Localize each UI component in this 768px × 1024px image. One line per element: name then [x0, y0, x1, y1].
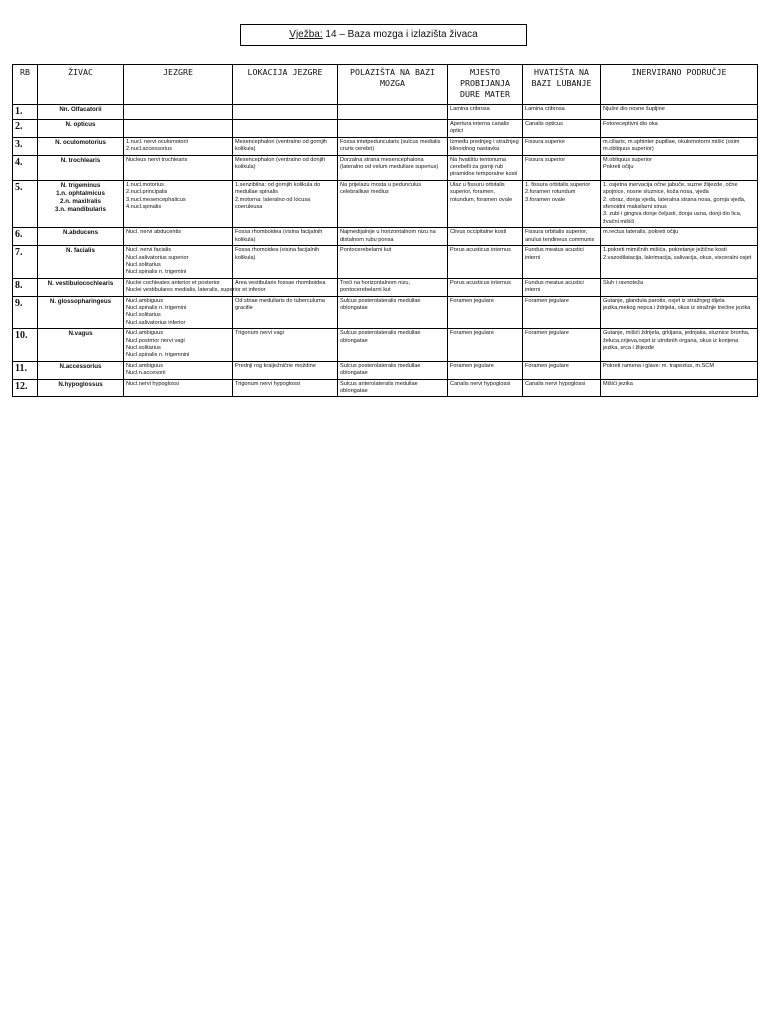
cell-jezgre-line: Nucleus nervi trochlearis: [126, 156, 188, 163]
cell-inervirano: [601, 379, 758, 397]
cell-zivac: [38, 361, 124, 379]
cell-lokacija: [233, 246, 338, 279]
cell-dura-line: Foramen jegulare: [450, 362, 494, 369]
cell-hvatista: [523, 155, 601, 180]
cell-jezgre-line: Nucl.ambiguus: [126, 297, 163, 304]
cell-hvatista: [523, 228, 601, 246]
exercise-title: [240, 24, 527, 46]
cell-lokacija-line: Od striae medullaris do tuberculuma gracille: [235, 297, 325, 311]
cell-jezgre-line: Nucl.salivatorius inferior: [126, 319, 186, 326]
cell-polazista-line: Na prijelazu mosta u pedunculus celebralliuw medius: [340, 181, 422, 196]
cell-inervirano-line: Mišići jezika: [603, 380, 633, 387]
header-dura: MJESTO PROBIJANJA DURE MATER: [448, 65, 523, 105]
cell-zivac-line: N.accessorius: [59, 362, 102, 370]
cell-hvatista-line: Lamina cribrosa: [525, 106, 565, 112]
cell-inervirano-line: Pokreti ramena i glave: m. trapezius, m.SCM: [603, 362, 714, 369]
cell-zivac-line: N. opticus: [65, 121, 96, 128]
cell-lokacija: [233, 120, 338, 138]
cell-inervirano: [601, 228, 758, 246]
cell-lokacija-line: Area vestibularis fossae rhomboidea: [235, 279, 326, 286]
cell-dura-line: Clivus occipitalne kosti: [450, 229, 507, 236]
cell-zivac: [38, 180, 124, 227]
cell-jezgre-line: Nucl. nervi abducentis: [126, 229, 182, 236]
cell-jezgre-line: Nucl.ambiguus: [126, 330, 163, 337]
cell-dura-line: Između prednjeg i stražnjeg klinoidnog nastavka: [450, 138, 519, 153]
cell-lokacija: [233, 137, 338, 155]
cell-jezgre: [124, 278, 266, 296]
cell-jezgre: [124, 137, 233, 155]
cell-rb: 3.: [13, 137, 38, 155]
cell-dura: [448, 105, 523, 120]
cell-rb: 4.: [13, 155, 38, 180]
cell-rb: 12.: [13, 379, 38, 397]
table-row: [13, 137, 758, 155]
cell-jezgre-line: 2.nucl.accessorius: [126, 146, 173, 153]
cell-hvatista-line: Canalis nervi hypoglossi: [525, 380, 586, 387]
cell-jezgre: [124, 329, 233, 362]
cell-rb: 6.: [13, 228, 38, 246]
cell-inervirano: [601, 105, 758, 120]
cell-rb: 5.: [13, 180, 38, 227]
cell-jezgre-line: Nucl.ambiguus: [126, 362, 163, 369]
cell-inervirano-line: Njušni dio nosne šupljine: [603, 106, 665, 112]
cell-hvatista-line: Fundus meatus acustici interni: [525, 279, 584, 294]
cell-hvatista-line: Foramen jegulare: [525, 330, 569, 337]
cell-inervirano: [601, 137, 758, 155]
header-row: [13, 65, 758, 105]
table-body: [13, 105, 758, 397]
cell-polazista: [338, 228, 448, 246]
cell-polazista: [338, 246, 448, 279]
cell-dura: [448, 246, 523, 279]
cell-lokacija: [233, 296, 338, 329]
cell-zivac-line: N. facialis: [66, 247, 95, 255]
header-hvatista: HVATIŠTA NA BAZI LUBANJE: [523, 65, 601, 105]
cell-inervirano: [601, 329, 758, 362]
cell-jezgre: [124, 361, 233, 379]
cell-jezgre-line: 2.nucl.principalis: [126, 189, 168, 196]
cell-zivac: [38, 120, 124, 138]
cell-rb: 10.: [13, 329, 38, 362]
cell-hvatista-line: Fissura superior: [525, 138, 566, 145]
cell-polazista-line: Dorzalna strana mesencephalona (lateralno od velum medullare superius): [340, 156, 439, 171]
cell-zivac-line: 3.n. mandibularis: [55, 205, 106, 213]
cell-lokacija: [233, 180, 338, 227]
cell-lokacija: [233, 155, 338, 180]
cell-inervirano-line: m.rectus lateralis, pokreti očiju: [603, 229, 679, 236]
cell-inervirano-line: 3. zubi i gingiva donje čeljusti, donja usna, donji dio lica, žvačni mišići: [603, 211, 742, 225]
cell-polazista-line: Fossa intetpeduncularis (sulcus medialis cruris cerebri): [340, 138, 441, 153]
cell-jezgre-line: Nuclei cochleates anterior et posterior: [126, 279, 220, 286]
cell-inervirano-line: Gutanje, glandula parotis, osjet iz stražnjeg dijela jezika,mekog nepca i ždrijela, okus iz stražnje trećine jezika: [603, 297, 751, 311]
cell-dura-line: Porus acusticus internus: [450, 279, 511, 286]
title-prefix: Vježba:: [289, 29, 323, 40]
cell-zivac-line: N. trigeminus: [60, 181, 101, 189]
cell-hvatista-line: 1. fissura orbitalis superior: [525, 181, 591, 188]
table-row: [13, 329, 758, 362]
cell-dura: [448, 137, 523, 155]
cell-zivac-line: N.vagus: [68, 330, 93, 338]
table-row: [13, 105, 758, 120]
cell-jezgre-line: Nucl.solitarius: [126, 312, 161, 319]
header-rb: RB: [13, 65, 38, 105]
cell-jezgre: [124, 105, 233, 120]
cell-hvatista: [523, 180, 601, 227]
cell-jezgre-line: Nucl.n.accesorii: [126, 370, 166, 377]
table-row: [13, 120, 758, 138]
cell-zivac-line: N.hypoglossus: [58, 380, 103, 388]
header-inervirano: INERVIRANO PODRUČJE: [601, 65, 758, 105]
header-jezgre: JEZGRE: [124, 65, 233, 105]
cell-dura: [448, 361, 523, 379]
cell-inervirano: [601, 278, 758, 296]
cell-inervirano-line: Pokreti očiju: [603, 164, 634, 171]
cell-lokacija: [233, 329, 338, 362]
cell-zivac-line: N.abducens: [62, 229, 99, 237]
cell-hvatista: [523, 379, 601, 397]
cell-inervirano-line: Gutanje, mišići ždrijela, grkljana, jednjaka, sluznice bronha, želuca,crijeva,osjet iz utrobnih organa, okus iz korijena jezika, srca i žlijezde: [603, 330, 750, 351]
cell-jezgre: [124, 180, 233, 227]
cell-jezgre-line: 4.nucl.spinalis: [126, 204, 162, 211]
cell-jezgre-line: Nuclei vestibulares medialis, lateralis, superior et inferior: [126, 287, 266, 294]
cell-inervirano-line: 1.pokreti mimičnih mišića, pokretanje ježične kosti: [603, 247, 727, 254]
cell-inervirano-line: M.obliquus superior: [603, 156, 652, 163]
cell-inervirano: [601, 180, 758, 227]
cell-dura-line: Foramen jegulare: [450, 297, 494, 304]
cell-inervirano: [601, 361, 758, 379]
cell-polazista-line: Najmedijalnije u horizontalnom nizu na distalnom rubu ponsa: [340, 229, 436, 243]
cell-dura: [448, 379, 523, 397]
table-row: [13, 228, 758, 246]
table-row: [13, 155, 758, 180]
cell-polazista-line: Sulcus posterolateralis medullae oblongatae: [340, 362, 421, 377]
cell-zivac: [38, 228, 124, 246]
cell-rb: 1.: [13, 105, 38, 120]
cell-jezgre-line: 1.nucl.motorius: [126, 181, 164, 188]
cell-zivac: [38, 296, 124, 329]
cell-zivac-line: N. glossopharingeus: [49, 297, 112, 305]
cell-dura-line: Na hvatištu tentoriuma cerebelli za gornji rub piramidne temporalne kosti: [450, 156, 518, 178]
cell-zivac-line: 2.n. maxilralis: [60, 197, 101, 205]
cell-jezgre-line: Nucl.solitarius: [126, 261, 161, 268]
cell-jezgre: [124, 120, 233, 138]
cell-dura: [448, 228, 523, 246]
cell-zivac-line: N. trochlearis: [60, 156, 101, 164]
cell-dura-line: Lamina cribrosa: [450, 106, 490, 112]
cell-inervirano-line: Fotoreceptivni dio oka: [603, 121, 658, 127]
cell-hvatista: [523, 137, 601, 155]
cell-hvatista: [523, 246, 601, 279]
cell-lokacija-line: Fossa rhomoidea (visina facijalnih kolikula): [235, 247, 320, 261]
cell-lokacija-line: 1.senzibilna: od gornjih kolikula do medullae spinalis: [235, 181, 321, 196]
cell-hvatista-line: Fissura orbitalis superior, anulus tendineus communis: [525, 229, 595, 243]
header-lokacija: LOKACIJA JEZGRE: [233, 65, 338, 105]
cell-hvatista-line: Fissura superior: [525, 156, 566, 163]
cell-zivac: [38, 246, 124, 279]
cell-lokacija-line: Trigonum nervi vagi: [235, 330, 284, 337]
cell-inervirano-line: m.ciliaris, m.sphinter pupillae, okulomotorni mišić (osim m.obliquus superior): [603, 138, 740, 153]
table-row: [13, 278, 758, 296]
cell-lokacija-line: Mesencephalon (ventralno od gornjih kolikula): [235, 138, 328, 153]
cell-jezgre-line: Nucl.spinalis n. trigemini: [126, 304, 187, 311]
table-row: [13, 379, 758, 397]
cell-inervirano-line: Sluh i ravnoteža: [603, 279, 644, 286]
cell-dura-line: Canalis nervi hypoglossi: [450, 380, 511, 387]
cell-inervirano: [601, 155, 758, 180]
cell-jezgre-line: Nucl.salivatorius superior: [126, 254, 189, 261]
cell-polazista: [338, 361, 448, 379]
cell-hvatista: [523, 105, 601, 120]
cell-rb: 2.: [13, 120, 38, 138]
header-zivac: ŽIVAC: [38, 65, 124, 105]
cell-zivac: [38, 105, 124, 120]
cell-polazista: [338, 329, 448, 362]
cranial-nerves-table: [12, 64, 758, 397]
cell-dura: [448, 329, 523, 362]
cell-lokacija-line: Mesencephalon (ventralno od donjih kolikula): [235, 156, 326, 171]
cell-zivac: [38, 379, 124, 397]
cell-hvatista-line: 2.foramen rotundum: [525, 189, 576, 196]
cell-jezgre: [124, 228, 233, 246]
cell-jezgre-line: Nucl. nervi facialis: [126, 247, 172, 254]
cell-polazista-line: Sulcus posterolateralis medullae oblongatae: [340, 297, 421, 311]
cell-inervirano: [601, 296, 758, 329]
cell-rb: 9.: [13, 296, 38, 329]
cell-zivac-line: Nn. Olfacatorii: [59, 106, 102, 113]
cell-inervirano-line: 2. obraz, donja vjeđa, lateralna strana nosa, gornja vjeđa, sfenoidni maksilarni sinus: [603, 196, 746, 211]
cell-polazista-line: Sulcus anterolateralis medullae oblongatae: [340, 380, 418, 394]
cell-lokacija-line: 2.motorna: lateralno od locusa coeruleusa: [235, 196, 311, 211]
table-row: [13, 361, 758, 379]
cell-lokacija-line: Prednji rog kralježnične moždine: [235, 362, 316, 369]
cell-zivac: [38, 155, 124, 180]
cell-zivac: [38, 137, 124, 155]
cell-lokacija-line: Fossa rhomboidea (visina facijalnih kolikula): [235, 229, 323, 243]
cell-polazista: [338, 180, 448, 227]
cell-lokacija-line: Trigonum nervi hypoglossi: [235, 380, 301, 387]
cell-rb: 8.: [13, 278, 38, 296]
cell-inervirano: [601, 246, 758, 279]
cell-lokacija: [233, 379, 338, 397]
cell-hvatista-line: Foramen jegulare: [525, 362, 569, 369]
cell-jezgre: [124, 246, 233, 279]
title-text: 14 – Baza mozga i izlazišta živaca: [322, 29, 478, 40]
cell-hvatista-line: Fundus meatus acustici interni: [525, 247, 584, 261]
cell-jezgre-line: Nucl.solitarius: [126, 344, 161, 351]
cell-jezgre-line: Nucl.spinalis n. trigemnini: [126, 352, 190, 359]
cell-hvatista: [523, 278, 601, 296]
cell-polazista: [338, 137, 448, 155]
cell-lokacija: [233, 361, 338, 379]
cell-rb: 7.: [13, 246, 38, 279]
cell-zivac-line: N. vestibulocochlearis: [47, 279, 114, 287]
cell-jezgre-line: Nucl.postrrior nervi vagi: [126, 337, 185, 344]
cell-hvatista: [523, 329, 601, 362]
cell-zivac-line: 1.n. ophtalmicus: [56, 189, 105, 197]
cell-lokacija: [233, 228, 338, 246]
cell-lokacija: [233, 105, 338, 120]
cell-zivac: [38, 329, 124, 362]
table-row: [13, 246, 758, 279]
header-polazista: POLAZIŠTA NA BAZI MOZGA: [338, 65, 448, 105]
cell-dura: [448, 296, 523, 329]
cell-inervirano-line: 2.vazodilatacija, lakrimacija, salivacija, okus, visceralni osjet: [603, 254, 752, 261]
cell-jezgre-line: Nucl.spinalis n. trigemini: [126, 269, 187, 276]
cell-dura: [448, 180, 523, 227]
cell-hvatista: [523, 296, 601, 329]
cell-dura-line: Foramen jegulare: [450, 330, 494, 337]
cell-rb: 11.: [13, 361, 38, 379]
cell-dura-line: Apertura interna canalis optici: [450, 121, 510, 135]
cell-polazista: [338, 120, 448, 138]
cell-hvatista: [523, 361, 601, 379]
table-row: [13, 296, 758, 329]
cell-jezgre-line: 1.nucl. nervi oculomotorii: [126, 138, 188, 145]
cell-polazista: [338, 278, 448, 296]
cell-dura: [448, 278, 523, 296]
cell-hvatista-line: Canalis opticus: [525, 121, 563, 127]
cell-polazista-line: Pontocerebelarni kut: [340, 247, 392, 254]
cell-jezgre-line: Nucl.nervi hypoglossi: [126, 380, 179, 387]
cell-jezgre: [124, 379, 233, 397]
cell-polazista-line: Sulcus posterolateralis medullae oblongatae: [340, 330, 421, 344]
cell-polazista: [338, 379, 448, 397]
cell-dura-line: Porus acusticus internus: [450, 247, 511, 254]
cell-hvatista-line: Foramen jegulare: [525, 297, 569, 304]
cell-dura-line: Ulaz u fissuru orbitalis superior, foramen, rotundum, foramen ovale: [450, 181, 513, 203]
cell-polazista-line: Treći na horizontalnom nizu, pontocerebelarni kut: [340, 279, 411, 294]
cell-jezgre-line: 3.nucl.mesencephalicus: [126, 196, 186, 203]
cell-dura: [448, 155, 523, 180]
table-row: [13, 180, 758, 227]
cell-jezgre: [124, 155, 233, 180]
cell-hvatista: [523, 120, 601, 138]
cell-hvatista-line: 3.foramen ovale: [525, 196, 566, 203]
cell-inervirano-line: 1. osjetna inervacija očne jabučе, suzne žlijezde, očne spojnice, nosne sluznice, koža nosa, vjeđa: [603, 181, 738, 196]
cell-zivac: [38, 278, 124, 296]
cell-inervirano: [601, 120, 758, 138]
cell-zivac-line: N. oculomotorius: [55, 138, 106, 146]
cell-jezgre: [124, 296, 233, 329]
cell-polazista: [338, 105, 448, 120]
cell-polazista: [338, 296, 448, 329]
cell-dura: [448, 120, 523, 138]
cell-polazista: [338, 155, 448, 180]
